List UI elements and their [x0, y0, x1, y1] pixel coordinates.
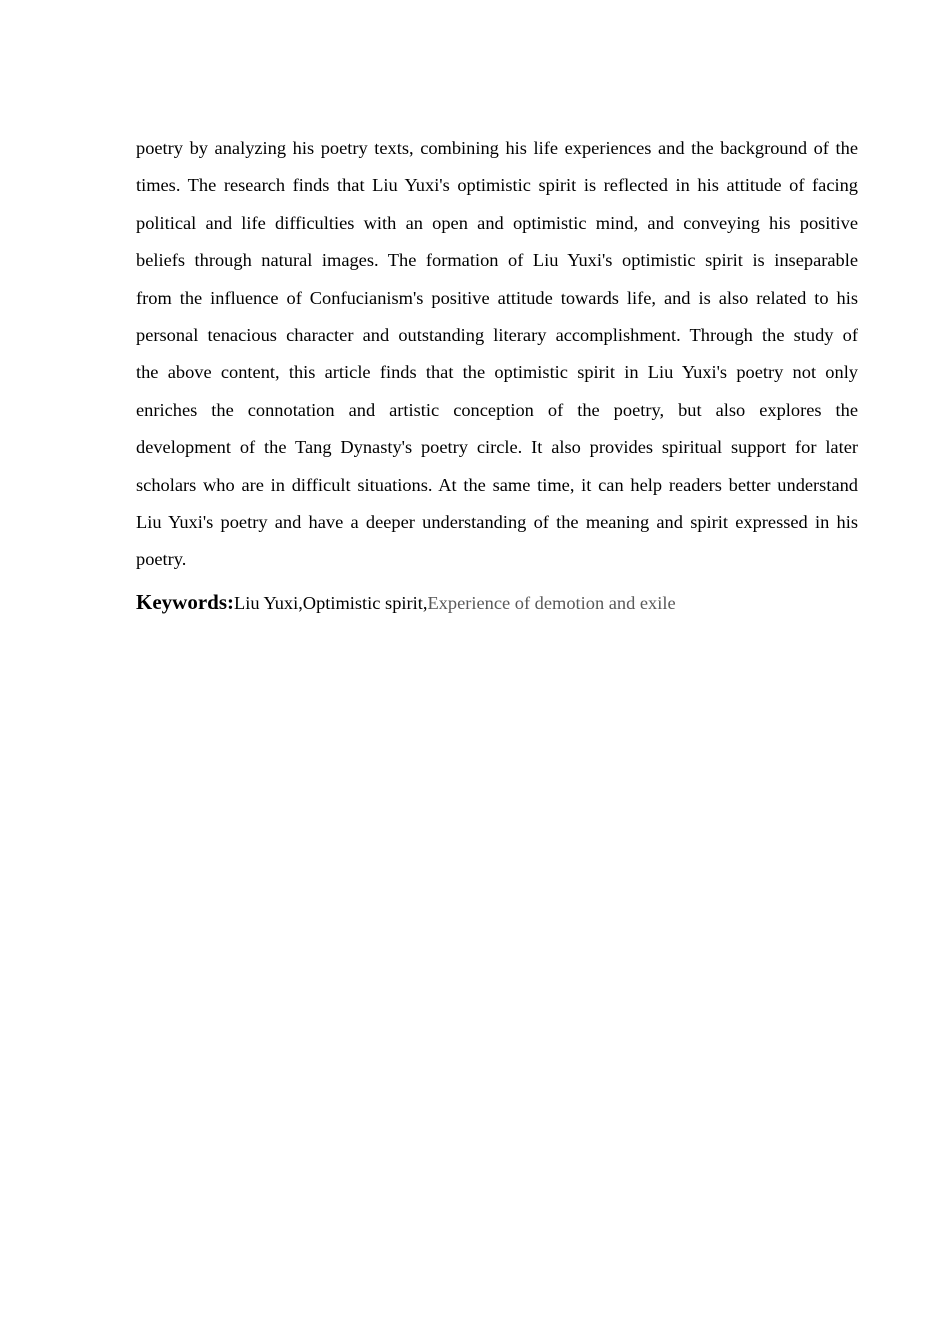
keywords-label: Keywords: — [136, 589, 234, 614]
keywords-items: Liu Yuxi,Optimistic spirit, — [234, 592, 428, 613]
keywords-line — [136, 589, 858, 616]
abstract-line: poetry by analyzing his poetry texts, combining his life experiences and the background of the — [136, 138, 858, 158]
abstract-line: development of the Tang Dynasty's poetry circle. It also provides spiritual support for later — [136, 437, 858, 458]
keywords-items-gray: Experience of demotion and exile — [427, 592, 676, 613]
abstract-line: the above content, this article finds that the optimistic spirit in Liu Yuxi's poetry not only — [136, 362, 858, 383]
abstract-line: Liu Yuxi's poetry and have a deeper understanding of the meaning and spirit expressed in his — [136, 511, 858, 532]
abstract-line: political and life difficulties with an open and optimistic mind, and conveying his positive — [136, 212, 858, 233]
abstract-line: scholars who are in difficult situations. At the same time, it can help readers better understand — [136, 474, 858, 495]
abstract-line: enriches the connotation and artistic conception of the poetry, but also explores the — [136, 399, 858, 420]
abstract-line: poetry. — [136, 549, 187, 570]
abstract-line: times. The research finds that Liu Yuxi's optimistic spirit is reflected in his attitude of facing — [136, 175, 858, 196]
abstract-text-block — [136, 130, 858, 616]
abstract-line: from the influence of Confucianism's positive attitude towards life, and is also related to his — [136, 287, 858, 308]
abstract-line: beliefs through natural images. The formation of Liu Yuxi's optimistic spirit is inseparable — [136, 250, 858, 271]
abstract-line: personal tenacious character and outstanding literary accomplishment. Through the study of — [136, 324, 858, 345]
